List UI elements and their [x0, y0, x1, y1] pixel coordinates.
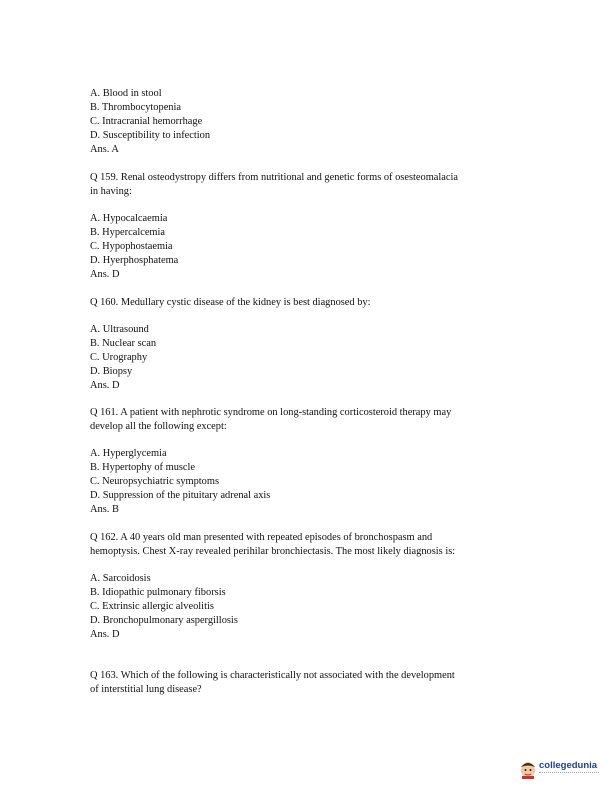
- logo-name: collegedunia: [539, 760, 598, 771]
- question-160: Q 160. Medullary cystic disease of the kidney is best diagnosed by:: [90, 297, 371, 308]
- option-c: C. Intracranial hemorrhage: [90, 116, 203, 127]
- collegedunia-logo: [519, 757, 609, 785]
- option-a: A. Blood in stool: [90, 88, 162, 99]
- option-a: A. Ultrasound: [90, 324, 149, 335]
- question-163-cont: of interstitial lung disease?: [90, 684, 202, 695]
- mascot-logo-icon: [519, 759, 537, 779]
- question-161: Q 161. A patient with nephrotic syndrome on long-standing corticosteroid therapy may: [90, 407, 452, 418]
- answer: Ans. D: [90, 269, 120, 280]
- question-163: Q 163. Which of the following is characteristically not associated with the development: [90, 670, 455, 681]
- option-d: D. Susceptibility to infection: [90, 130, 211, 141]
- option-b: B. Hypertophy of muscle: [90, 462, 196, 473]
- question-162-cont: hemoptysis. Chest X-ray revealed perihilar bronchiectasis. The most likely diagnosis is:: [90, 546, 456, 557]
- answer: Ans. D: [90, 629, 120, 640]
- option-d: D. Suppression of the pituitary adrenal axis: [90, 490, 271, 501]
- answer: Ans. B: [90, 504, 119, 515]
- answer: Ans. D: [90, 380, 120, 391]
- option-a: A. Hypocalcaemia: [90, 213, 168, 224]
- option-d: D. Biopsy: [90, 366, 133, 377]
- option-b: B. Hypercalcemia: [90, 227, 166, 238]
- option-c: C. Hypophostaemia: [90, 241, 173, 252]
- option-c: C. Neuropsychiatric symptoms: [90, 476, 220, 487]
- option-c: C. Urography: [90, 352, 148, 363]
- option-b: B. Idiopathic pulmonary fiborsis: [90, 587, 226, 598]
- question-162: Q 162. A 40 years old man presented with repeated episodes of bronchospasm and: [90, 532, 433, 543]
- question-159-cont: in having:: [90, 186, 132, 197]
- option-b: B. Thrombocytopenia: [90, 102, 181, 113]
- question-161-cont: develop all the following except:: [90, 421, 227, 432]
- option-d: D. Bronchopulmonary aspergillosis: [90, 615, 238, 626]
- logo-tagline: [539, 772, 599, 774]
- option-c: C. Extrinsic allergic alveolitis: [90, 601, 214, 612]
- option-a: A. Hyperglycemia: [90, 448, 167, 459]
- option-d: D. Hyerphosphatema: [90, 255, 179, 266]
- option-b: B. Nuclear scan: [90, 338, 157, 349]
- question-159: Q 159. Renal osteodystropy differs from nutritional and genetic forms of osesteomalacia: [90, 172, 459, 183]
- answer: Ans. A: [90, 144, 119, 155]
- option-a: A. Sarcoidosis: [90, 573, 151, 584]
